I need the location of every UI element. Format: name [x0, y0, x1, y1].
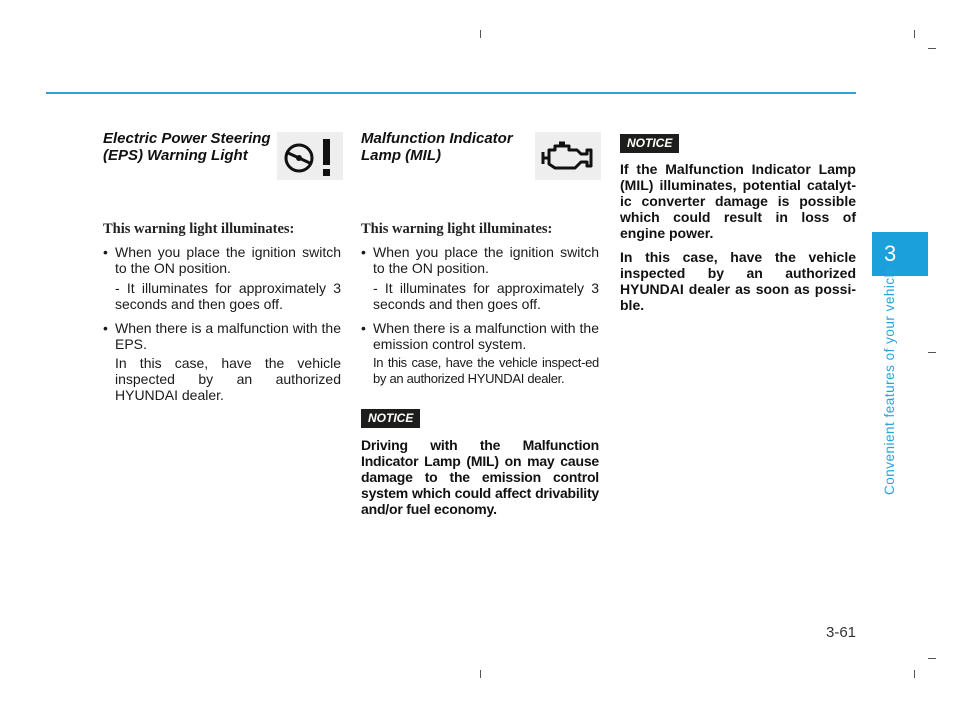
chapter-number: 3: [884, 241, 897, 266]
list-subitem: - It illuminates for approximately 3 seconds and then goes off.: [115, 280, 341, 312]
notice-section: [620, 134, 856, 313]
list-item: • When you place the ignition switch to the ON position.: [361, 244, 599, 276]
list-item: • When there is a malfunction with the EPS.: [103, 320, 341, 352]
crop-mark: [928, 658, 936, 659]
heading-line: Malfunction Indicator: [361, 130, 513, 147]
crop-mark: [480, 30, 481, 38]
page-number: 3-61: [826, 624, 857, 641]
notice-badge: NOTICE: [361, 409, 420, 428]
notice-paragraph: In this case, have the vehicle inspected by an authorized HYUNDAI dealer as soon as possi-ble.: [620, 249, 856, 313]
crop-mark: [914, 30, 915, 38]
notice-paragraph: If the Malfunction Indicator Lamp (MIL) illuminates, potential catalyt-ic converter damage is possible which could result in loss of engine power.: [620, 161, 856, 241]
notice-box: [361, 409, 599, 517]
list-subitem: - It illuminates for approximately 3 seconds and then goes off.: [373, 280, 599, 312]
heading-line: Lamp (MIL): [361, 147, 441, 164]
crop-mark: [914, 670, 915, 678]
crop-mark: [928, 352, 936, 353]
crop-mark: [928, 48, 936, 49]
notice-text: Driving with the Malfunction Indicator Lamp (MIL) on may cause damage to the emission control system which could affect drivability and/or fuel economy.: [361, 437, 599, 517]
header-rule: [46, 92, 856, 94]
subheading: This warning light illuminates:: [103, 221, 295, 237]
chapter-tab: [872, 232, 928, 276]
eps-section: [103, 130, 341, 403]
crop-mark: [480, 670, 481, 678]
list-item: • When you place the ignition switch to the ON position.: [103, 244, 341, 276]
eps-warning-icon: [277, 132, 343, 180]
notice-badge: NOTICE: [620, 134, 679, 153]
mil-section: [361, 130, 599, 517]
list-subitem: In this case, have the vehicle inspected by an authorized HYUNDAI dealer.: [115, 355, 341, 403]
heading-line: (EPS) Warning Light: [103, 147, 248, 164]
body-text: [361, 244, 599, 387]
check-engine-icon: [535, 132, 601, 180]
list-subitem: In this case, have the vehicle inspect-ed by an authorized HYUNDAI dealer.: [373, 355, 599, 386]
heading-line: Electric Power Steering: [103, 130, 271, 147]
chapter-title: Convenient features of your vehicle: [882, 265, 897, 495]
body-text: [103, 244, 341, 403]
subheading: This warning light illuminates:: [361, 221, 553, 237]
list-item: • When there is a malfunction with the emission control system.: [361, 320, 599, 352]
